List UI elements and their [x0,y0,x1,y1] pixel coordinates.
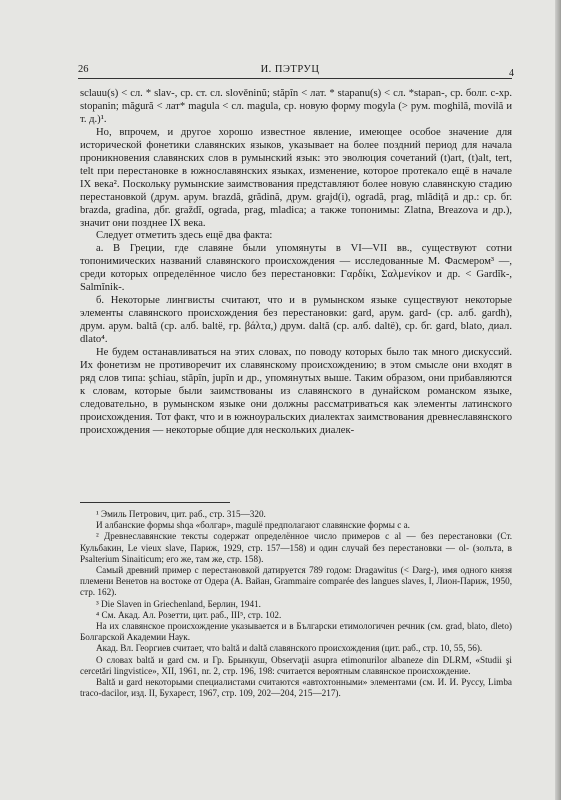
paragraph-5: б. Некоторые лингвисты считают, что и в румынском языке существуют некоторые элементы славянского происхождения без перестановки: gard, арум. gard- (ср. алб. gardh), друм. арум. baltă (ср. алб. baltë, гр. βάλτα,) друм. daltă (ср. алб. daltë), ср. бг. gard, blato, диал. dlato⁴. [80,295,512,346]
footnote: И албанские формы shqa «болгар», magulë предполагают славянские формы с a. [96,520,410,531]
running-title: И. ПЭТРУЦ [260,64,320,75]
main-text [80,88,512,438]
footnotes [80,502,512,699]
footnote: Самый древний пример с перестановкой датируется 789 годом: Dragawitus (< Darg-), имя одного князя племени Венетов на востоке от Одера (А. Вайан, Grammaire comparée des langues slaves, I, Лион-Париж, 1950, стр. 162). [80,565,512,598]
side-mark: 4 [509,68,514,79]
paragraph-4: а. В Греции, где славяне были упомянуты в VI—VII вв., существуют сотни топонимических названий славянского происхождения — исследованные М. Фасмером³ —, среди которых определённое число без перестановки: Γαρδίκι, Σαλμενίκον и др. < Gardĭk-, Salmĭnik-. [80,243,512,294]
paragraph-1: sclauu(s) < сл. * slav-, ср. ст. сл. slověninŭ; stăpîn < лат. * stapanu(s) < сл. *stapan-, ср. болг. с-хр. stopanin; măgură < лат* magula < сл. magula, ср. новую форму mogyla (> рум. moghilă, movilă и т. д.)¹. [80,88,512,125]
paragraph-3: Следует отметить здесь ещё два факта: [96,230,273,242]
footnote: ³ Die Slaven in Griechenland, Берлин, 1941. [96,598,261,609]
footnote: Baltă и gard некоторыми специалистами считаются «автохтонными» элементами (см. И. И. Руссу, Limba traco-dacilor, изд. II, Бухарест, 1967, стр. 109, 202—204, 215—217). [80,677,512,699]
footnote: Акад. Вл. Георгиев считает, что baltă и daltă славянского происхождения (цит. раб., стр. 10, 55, 56). [96,643,483,654]
footnote: На их славянское происхождение указывается и в Български етимологичен речник (см. grad, blato, dleto) Болгарской Академии Наук. [80,621,512,643]
page-number: 26 [78,64,89,75]
footnote: ⁴ См. Акад. Ал. Розетти, цит. раб., III⁵, стр. 102. [96,609,282,620]
footnote: ² Древнеславянские тексты содержат определённое число примеров с al — без перестановки (Ст. Кульбакин, Le vieux slave, Париж, 1929, стр. 157—158) и один случай без перестановки — ol- (золъта, в Psalterium Sinaiticum; его же, там же, стр. 158). [80,531,512,564]
header-rule [78,78,512,79]
footnote: ¹ Эмиль Петрович, цит. раб., стр. 315—320. [96,509,266,519]
paragraph-6: Не будем останавливаться на этих словах, по поводу которых было так много дискуссий. Их фонетизм не противоречит их славянскому происхождению; в этом смысле они входят в ряд слов типа: şchiau, stăpîn, jupîn и др., упомянутых выше. Таким образом, они прибавляются к словам, которые были заимствованы из славянского в дунайском романском языке, следовательно, в румынском языке они должны рассматриваться как элементы латинского происхождения. Тот факт, что и в южноуральских диалектах заимствования древнеславянского происхождения — некоторые общие для нескольких диалек- [80,347,512,436]
paragraph-2: Но, впрочем, и другое хорошо известное явление, имеющее особое значение для исторической фонетики славянских языков, указывает на более поздний период для начала проникновения славянских слов в румынский язык: это эволюция сочетаний (t)art, (t)alt, tert, telt при перестановке в южнославянских языках, изменение, которое протекало ещё в начале IX века². Поскольку румынские заимствования представляют более новую славянскую стадию перестановкой (друм. арум. brazdă, grădină, друм. grajd(i), ogradă, prag, mlădiță и др.: ср. бг. brazda, gradina, дбг. grаždĭ, ograda, prag, mladica; а также топонимы: Zlatna, Breazova и др.), значит они позднее IX века. [80,126,512,229]
footnote: О словах baltă и gard см. и Гр. Брынкуш, Observaţii asupra etimonurilor albaneze din DLRM, «Studii şi cercetări lingvistice», XII, 1961, nr. 2, стр. 196, 198: считается вероятным славянское происхождение. [80,654,512,676]
footnote-separator [80,502,230,503]
page-edge-shadow [555,0,561,800]
